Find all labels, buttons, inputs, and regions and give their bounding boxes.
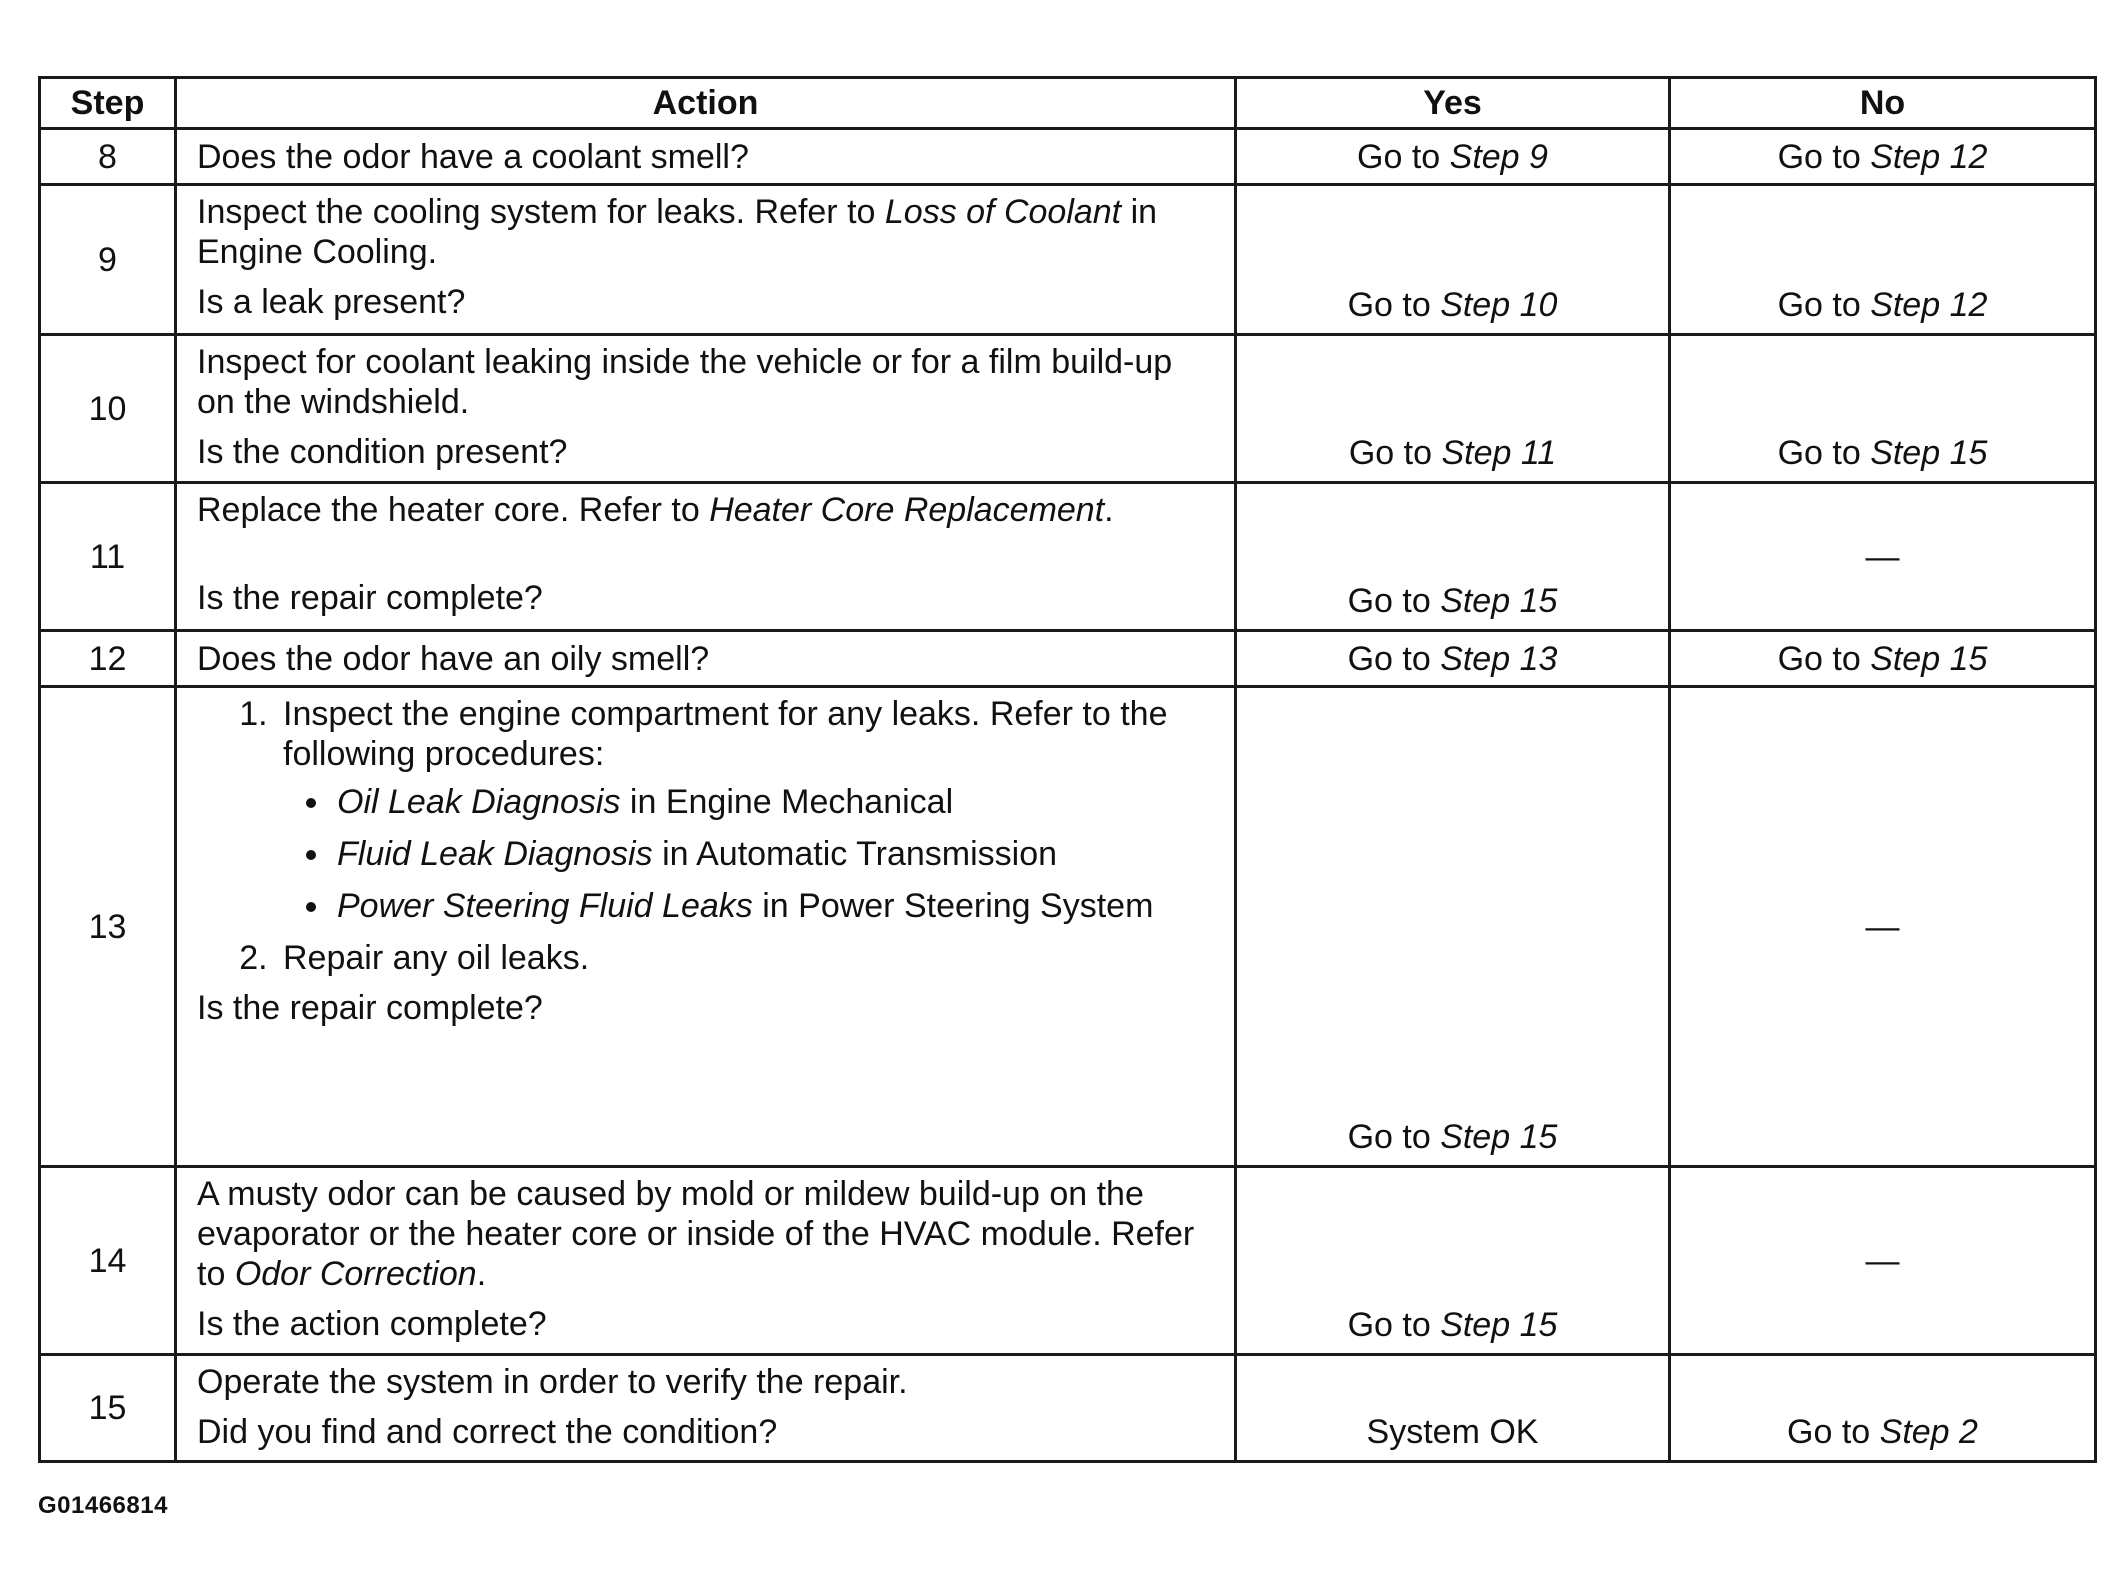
procedure-reference-list — [283, 782, 1214, 926]
action-cell — [176, 129, 1236, 185]
action-text: Operate the system in order to verify the repair. — [197, 1363, 908, 1401]
action-question: Is the repair complete? — [197, 989, 543, 1027]
table-row — [40, 687, 2096, 1167]
procedure-text: Inspect the engine compartment for any leaks. Refer to the following procedures: — [283, 695, 1168, 773]
action-text-part: Replace the heater core. Refer to — [197, 491, 710, 529]
header-yes: Yes — [1236, 78, 1670, 129]
yes-cell — [1236, 483, 1670, 631]
reference-location: in Engine Mechanical — [620, 783, 954, 821]
procedure-list — [197, 694, 1214, 978]
action-cell — [176, 1167, 1236, 1355]
header-no: No — [1670, 78, 2096, 129]
yes-prefix: Go to — [1347, 1118, 1441, 1156]
no-cell: — — [1670, 483, 2096, 631]
no-step-link[interactable]: Step 15 — [1870, 434, 1988, 472]
action-text-part: Inspect the cooling system for leaks. Refer to — [197, 193, 885, 231]
yes-prefix: Go to — [1347, 1306, 1441, 1344]
yes-step-link[interactable]: Step 15 — [1440, 1118, 1558, 1156]
action-question: Does the odor have a coolant smell? — [197, 137, 749, 176]
procedure-reference-item — [333, 886, 1214, 926]
action-cell — [176, 335, 1236, 483]
yes-prefix: Go to — [1347, 639, 1441, 678]
action-cell — [176, 1355, 1236, 1462]
no-cell — [1670, 335, 2096, 483]
no-prefix: Go to — [1777, 286, 1871, 324]
action-text-part: in Engine Cooling. — [197, 193, 1158, 271]
reference-link[interactable]: Power Steering Fluid Leaks — [337, 887, 753, 925]
action-cell — [176, 631, 1236, 687]
action-question: Does the odor have an oily smell? — [197, 639, 710, 678]
action-text-part: A musty odor can be caused by mold or mildew build-up on the evaporator or the heater core or inside of the HVAC module. Refer to — [197, 1175, 1195, 1293]
step-number: 11 — [40, 483, 176, 631]
table-row — [40, 1355, 2096, 1462]
table-row — [40, 129, 2096, 185]
table-row — [40, 335, 2096, 483]
step-number: 8 — [40, 129, 176, 185]
step-number: 15 — [40, 1355, 176, 1462]
reference-link[interactable]: Odor Correction — [234, 1255, 477, 1293]
table-header-row — [40, 78, 2096, 129]
procedure-text: Repair any oil leaks. — [283, 939, 590, 977]
action-text — [197, 192, 1214, 272]
table-row — [40, 1167, 2096, 1355]
yes-cell — [1236, 185, 1670, 335]
yes-prefix: Go to — [1348, 434, 1442, 472]
no-cell: — — [1670, 687, 2096, 1167]
step-number: 14 — [40, 1167, 176, 1355]
procedure-reference-item — [333, 782, 1214, 822]
action-question: Did you find and correct the condition? — [197, 1413, 778, 1451]
header-step: Step — [40, 78, 176, 129]
no-prefix: Go to — [1777, 639, 1871, 678]
step-number: 10 — [40, 335, 176, 483]
yes-step-link[interactable]: Step 11 — [1441, 434, 1557, 472]
table-row — [40, 631, 2096, 687]
action-cell — [176, 185, 1236, 335]
no-cell — [1670, 631, 2096, 687]
action-text-part: . — [1104, 491, 1114, 529]
procedure-item — [277, 938, 1214, 978]
no-cell — [1670, 129, 2096, 185]
no-prefix: Go to — [1777, 137, 1871, 176]
reference-link[interactable]: Heater Core Replacement — [709, 491, 1105, 529]
yes-cell: System OK — [1236, 1355, 1670, 1462]
action-text — [197, 1174, 1214, 1294]
table-row — [40, 483, 2096, 631]
yes-cell — [1236, 687, 1670, 1167]
action-text — [197, 490, 1214, 530]
figure-id: G01466814 — [38, 1492, 168, 1519]
yes-prefix: Go to — [1347, 286, 1441, 324]
no-prefix: Go to — [1787, 1413, 1880, 1451]
no-cell — [1670, 185, 2096, 335]
no-cell — [1670, 1355, 2096, 1462]
step-number: 9 — [40, 185, 176, 335]
yes-prefix: Go to — [1347, 582, 1441, 620]
yes-cell — [1236, 129, 1670, 185]
reference-link[interactable]: Loss of Coolant — [884, 193, 1122, 231]
yes-step-link[interactable]: Step 10 — [1440, 286, 1558, 324]
no-prefix: Go to — [1777, 434, 1871, 472]
no-cell: — — [1670, 1167, 2096, 1355]
no-step-link[interactable]: Step 12 — [1870, 137, 1988, 176]
action-cell — [176, 687, 1236, 1167]
yes-cell — [1236, 335, 1670, 483]
no-step-link[interactable]: Step 2 — [1879, 1413, 1978, 1451]
no-step-link[interactable]: Step 15 — [1870, 639, 1988, 678]
step-number: 13 — [40, 687, 176, 1167]
action-question: Is the condition present? — [197, 433, 568, 471]
yes-cell — [1236, 1167, 1670, 1355]
reference-location: in Power Steering System — [752, 887, 1154, 925]
no-step-link[interactable]: Step 12 — [1870, 286, 1988, 324]
header-action: Action — [176, 78, 1236, 129]
action-question: Is the action complete? — [197, 1305, 547, 1343]
yes-step-link[interactable]: Step 13 — [1440, 639, 1558, 678]
procedure-item — [277, 694, 1214, 926]
table-row — [40, 185, 2096, 335]
procedure-reference-item — [333, 834, 1214, 874]
step-number: 12 — [40, 631, 176, 687]
reference-link[interactable]: Oil Leak Diagnosis — [337, 783, 621, 821]
action-text: Inspect for coolant leaking inside the vehicle or for a film build-up on the windshield. — [197, 343, 1173, 421]
action-question: Is the repair complete? — [197, 579, 543, 617]
reference-location: in Automatic Transmission — [652, 835, 1058, 873]
yes-step-link[interactable]: Step 15 — [1440, 1306, 1558, 1344]
yes-prefix: Go to — [1357, 137, 1450, 176]
yes-step-link[interactable]: Step 9 — [1449, 137, 1548, 176]
yes-cell — [1236, 631, 1670, 687]
action-text-part: . — [476, 1255, 487, 1293]
yes-step-link[interactable]: Step 15 — [1440, 582, 1558, 620]
reference-link[interactable]: Fluid Leak Diagnosis — [337, 835, 653, 873]
diagnostic-table — [38, 76, 2097, 1463]
action-cell — [176, 483, 1236, 631]
action-question: Is a leak present? — [197, 283, 466, 321]
